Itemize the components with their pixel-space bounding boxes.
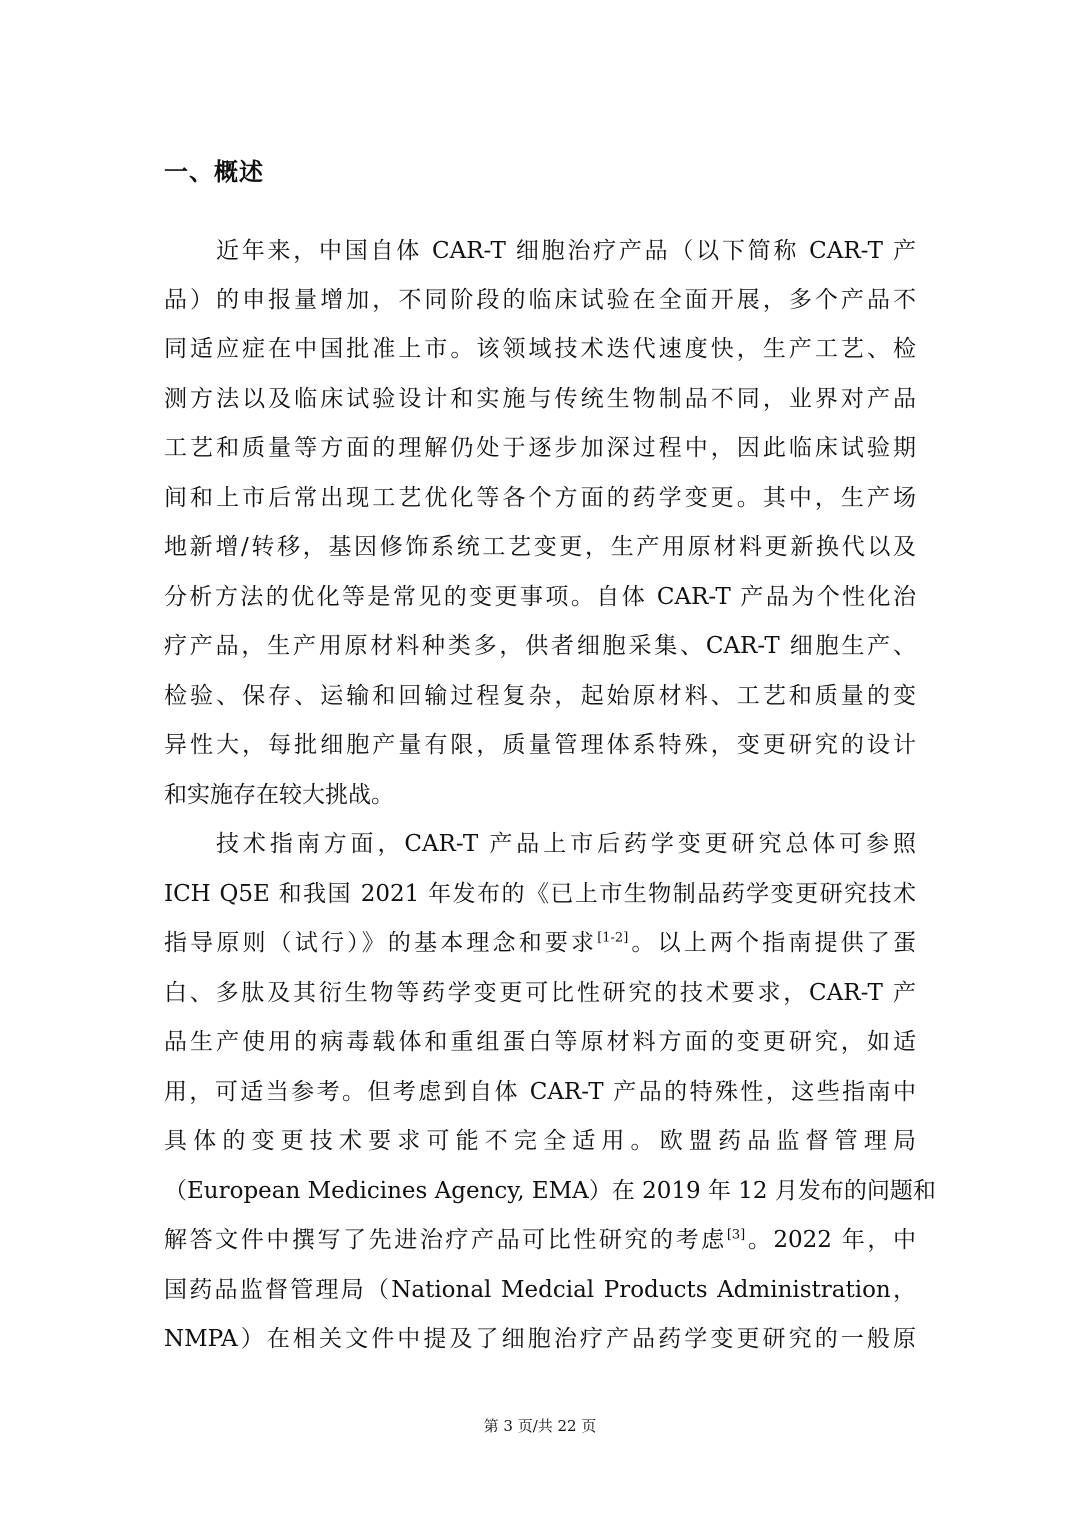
- paragraph-line: 近年来，中国自体 CAR-T 细胞治疗产品（以下简称 CAR-T 产: [216, 238, 916, 264]
- paragraph-line: [164, 1215, 916, 1265]
- page-number-footer: 第 3 页/共 22 页: [483, 1417, 597, 1435]
- paragraph-line: 品生产使用的病毒载体和重组蛋白等原材料方面的变更研究，如适: [164, 1029, 916, 1055]
- citation-ref: [1-2]: [597, 930, 629, 946]
- paragraph-line: 白、多肽及其衍生物等药学变更可比性研究的技术要求，CAR-T 产: [164, 980, 916, 1006]
- paragraph-line: 异性大，每批细胞产量有限，质量管理体系特殊，变更研究的设计: [164, 732, 916, 758]
- paragraph-line: 间和上市后常出现工艺优化等各个方面的药学变更。其中，生产场: [164, 485, 916, 511]
- paragraph-line: 工艺和质量等方面的理解仍处于逐步加深过程中，因此临床试验期: [164, 435, 916, 461]
- paragraph-line: 疗产品，生产用原材料种类多，供者细胞采集、CAR-T 细胞生产、: [164, 633, 916, 659]
- paragraph-line: 地新增/转移，基因修饰系统工艺变更，生产用原材料更新换代以及: [164, 534, 916, 560]
- paragraph-line: 和实施存在较大挑战。: [164, 782, 394, 808]
- line-text: 指导原则（试行）》的基本理念和要求: [164, 930, 598, 956]
- paragraph-line: 具体的变更技术要求可能不完全适用。欧盟药品监督管理局: [164, 1128, 916, 1154]
- section-heading: 一、概述: [164, 157, 264, 186]
- paragraph-line: 检验、保存、运输和回输过程复杂，起始原材料、工艺和质量的变: [164, 683, 916, 709]
- paragraph-line: （European Medicines Agency, EMA）在 2019 年 12 月发布的问题和: [164, 1178, 936, 1204]
- line-text: 解答文件中撰写了先进治疗产品可比性研究的考虑: [164, 1227, 727, 1253]
- paragraph-line: 技术指南方面，CAR-T 产品上市后药学变更研究总体可参照: [216, 831, 916, 857]
- paragraph-line: 测方法以及临床试验设计和实施与传统生物制品不同，业界对产品: [164, 386, 916, 412]
- paragraph-line: 同适应症在中国批准上市。该领域技术迭代速度快，生产工艺、检: [164, 336, 916, 362]
- paragraph-line: [164, 918, 916, 968]
- paragraph-line: 国药品监督管理局（National Medcial Products Administration，: [164, 1277, 916, 1303]
- paragraph-line: ICH Q5E 和我国 2021 年发布的《已上市生物制品药学变更研究技术: [164, 881, 916, 907]
- paragraph-line: 分析方法的优化等是常见的变更事项。自体 CAR-T 产品为个性化治: [164, 584, 916, 610]
- citation-ref: [3]: [726, 1227, 746, 1243]
- line-text: 。2022 年，中: [745, 1227, 916, 1253]
- paragraph-line: 用，可适当参考。但考虑到自体 CAR-T 产品的特殊性，这些指南中: [164, 1079, 916, 1105]
- paragraph-line: NMPA）在相关文件中提及了细胞治疗产品药学变更研究的一般原: [164, 1326, 916, 1352]
- paragraph-line: 品）的申报量增加，不同阶段的临床试验在全面开展，多个产品不: [164, 287, 916, 313]
- line-text: 。以上两个指南提供了蛋: [628, 930, 917, 956]
